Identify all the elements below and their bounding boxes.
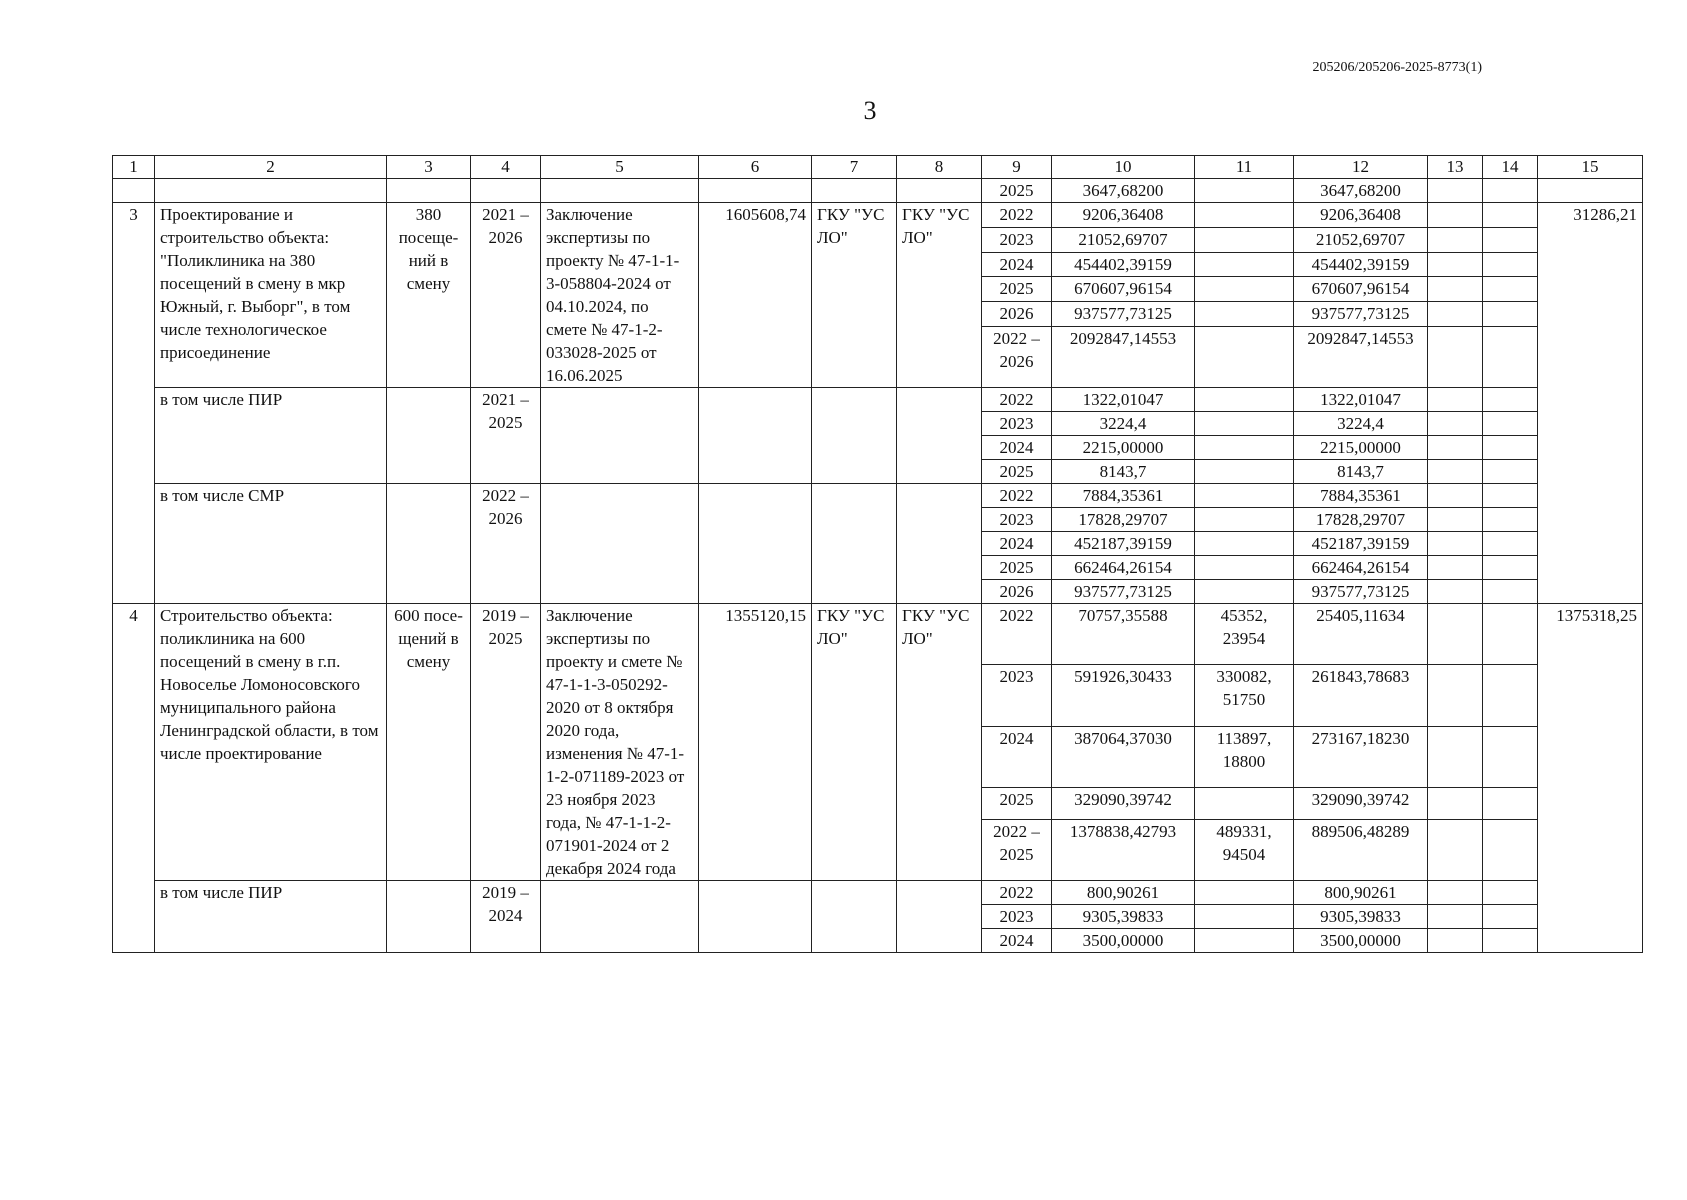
empty-cell xyxy=(1428,252,1483,277)
year-cell: 2022 xyxy=(982,604,1052,665)
empty-cell xyxy=(1428,580,1483,604)
table-row xyxy=(113,179,1643,203)
empty-cell xyxy=(1428,929,1483,953)
budget-cell: 937577,73125 xyxy=(1294,302,1428,327)
empty-cell xyxy=(812,881,897,953)
year-cell: 2024 xyxy=(982,532,1052,556)
empty-cell xyxy=(1538,179,1643,203)
federal-cell xyxy=(1195,460,1294,484)
federal-cell: 113897, 18800 xyxy=(1195,726,1294,787)
total-cell: 329090,39742 xyxy=(1052,788,1195,819)
budget-cell: 2092847,14553 xyxy=(1294,326,1428,387)
year-cell: 2023 xyxy=(982,905,1052,929)
empty-cell xyxy=(699,179,812,203)
year-cell: 2024 xyxy=(982,726,1052,787)
column-header: 12 xyxy=(1294,156,1428,179)
total-cell: 937577,73125 xyxy=(1052,580,1195,604)
empty-cell xyxy=(812,484,897,604)
empty-cell xyxy=(387,484,471,604)
row-number: 4 xyxy=(113,604,155,953)
empty-cell xyxy=(1483,532,1538,556)
empty-cell xyxy=(1483,484,1538,508)
table-row xyxy=(113,203,1643,228)
year-cell: 2025 xyxy=(982,179,1052,203)
total-cell: 591926,30433 xyxy=(1052,665,1195,726)
cost-cell: 1355120,15 xyxy=(699,604,812,881)
empty-cell xyxy=(541,881,699,953)
column-header: 14 xyxy=(1483,156,1538,179)
budget-cell: 452187,39159 xyxy=(1294,532,1428,556)
federal-cell xyxy=(1195,326,1294,387)
period-cell: 2019 – 2024 xyxy=(471,881,541,953)
empty-cell xyxy=(812,179,897,203)
empty-cell xyxy=(812,388,897,484)
column-header: 3 xyxy=(387,156,471,179)
federal-cell xyxy=(1195,788,1294,819)
total-cell: 8143,7 xyxy=(1052,460,1195,484)
total-cell: 9206,36408 xyxy=(1052,203,1195,228)
total-cell: 662464,26154 xyxy=(1052,556,1195,580)
row-number: 3 xyxy=(113,203,155,604)
total-cell: 3647,68200 xyxy=(1052,179,1195,203)
year-cell: 2023 xyxy=(982,665,1052,726)
empty-cell xyxy=(1428,905,1483,929)
empty-cell xyxy=(387,881,471,953)
c15-cell: 31286,21 xyxy=(1538,203,1643,604)
column-header: 10 xyxy=(1052,156,1195,179)
federal-cell: 45352, 23954 xyxy=(1195,604,1294,665)
year-cell: 2024 xyxy=(982,929,1052,953)
table-row xyxy=(113,156,1643,179)
total-cell: 1378838,42793 xyxy=(1052,819,1195,880)
budget-cell: 273167,18230 xyxy=(1294,726,1428,787)
empty-cell xyxy=(1483,326,1538,387)
period-cell: 2019 – 2025 xyxy=(471,604,541,881)
federal-cell xyxy=(1195,412,1294,436)
empty-cell xyxy=(1428,532,1483,556)
sub-label: в том числе СМР xyxy=(155,484,387,604)
empty-cell xyxy=(387,388,471,484)
year-cell: 2022 – 2025 xyxy=(982,819,1052,880)
total-cell: 9305,39833 xyxy=(1052,905,1195,929)
empty-cell xyxy=(471,179,541,203)
empty-cell xyxy=(1428,484,1483,508)
empty-cell xyxy=(1428,388,1483,412)
empty-cell xyxy=(541,179,699,203)
budget-cell: 662464,26154 xyxy=(1294,556,1428,580)
federal-cell xyxy=(1195,203,1294,228)
federal-cell xyxy=(1195,302,1294,327)
federal-cell: 330082, 51750 xyxy=(1195,665,1294,726)
empty-cell xyxy=(1428,556,1483,580)
table-row xyxy=(113,604,1643,665)
empty-cell xyxy=(1428,326,1483,387)
empty-cell xyxy=(1428,179,1483,203)
budget-cell: 2215,00000 xyxy=(1294,436,1428,460)
empty-cell xyxy=(1483,302,1538,327)
empty-cell xyxy=(1428,508,1483,532)
empty-cell xyxy=(897,179,982,203)
column-header: 5 xyxy=(541,156,699,179)
federal-cell xyxy=(1195,388,1294,412)
total-cell: 454402,39159 xyxy=(1052,252,1195,277)
federal-cell xyxy=(1195,436,1294,460)
budget-cell: 937577,73125 xyxy=(1294,580,1428,604)
total-cell: 937577,73125 xyxy=(1052,302,1195,327)
sub-label: в том числе ПИР xyxy=(155,881,387,953)
total-cell: 452187,39159 xyxy=(1052,532,1195,556)
empty-cell xyxy=(1483,665,1538,726)
year-cell: 2025 xyxy=(982,556,1052,580)
total-cell: 17828,29707 xyxy=(1052,508,1195,532)
total-cell: 1322,01047 xyxy=(1052,388,1195,412)
empty-cell xyxy=(1483,388,1538,412)
year-cell: 2023 xyxy=(982,227,1052,252)
customer-cell: ГКУ "УС ЛО" xyxy=(812,604,897,881)
empty-cell xyxy=(1483,436,1538,460)
budget-cell: 3500,00000 xyxy=(1294,929,1428,953)
federal-cell xyxy=(1195,905,1294,929)
year-cell: 2022 xyxy=(982,203,1052,228)
budget-cell: 8143,7 xyxy=(1294,460,1428,484)
federal-cell xyxy=(1195,508,1294,532)
budget-cell: 7884,35361 xyxy=(1294,484,1428,508)
empty-cell xyxy=(1428,665,1483,726)
table-row xyxy=(113,881,1643,905)
federal-cell xyxy=(1195,881,1294,905)
budget-cell: 670607,96154 xyxy=(1294,277,1428,302)
empty-cell xyxy=(699,484,812,604)
empty-cell xyxy=(1483,227,1538,252)
total-cell: 3224,4 xyxy=(1052,412,1195,436)
empty-cell xyxy=(1483,460,1538,484)
budget-cell: 21052,69707 xyxy=(1294,227,1428,252)
budget-cell: 454402,39159 xyxy=(1294,252,1428,277)
period-cell: 2021 – 2025 xyxy=(471,388,541,484)
federal-cell xyxy=(1195,277,1294,302)
year-cell: 2026 xyxy=(982,580,1052,604)
empty-cell xyxy=(1428,819,1483,880)
table-row xyxy=(113,388,1643,412)
empty-cell xyxy=(897,388,982,484)
budget-cell: 9206,36408 xyxy=(1294,203,1428,228)
year-cell: 2023 xyxy=(982,412,1052,436)
total-cell: 21052,69707 xyxy=(1052,227,1195,252)
column-header: 11 xyxy=(1195,156,1294,179)
budget-cell: 329090,39742 xyxy=(1294,788,1428,819)
year-cell: 2022 – 2026 xyxy=(982,326,1052,387)
column-header: 2 xyxy=(155,156,387,179)
empty-cell xyxy=(1483,788,1538,819)
federal-cell xyxy=(1195,227,1294,252)
c15-cell: 1375318,25 xyxy=(1538,604,1643,953)
capacity-cell: 380 посеще- ний в смену xyxy=(387,203,471,388)
empty-cell xyxy=(113,179,155,203)
empty-cell xyxy=(1483,929,1538,953)
empty-cell xyxy=(1483,277,1538,302)
developer-cell: ГКУ "УС ЛО" xyxy=(897,604,982,881)
federal-cell xyxy=(1195,252,1294,277)
empty-cell xyxy=(541,484,699,604)
year-cell: 2025 xyxy=(982,460,1052,484)
total-cell: 2092847,14553 xyxy=(1052,326,1195,387)
empty-cell xyxy=(1428,277,1483,302)
empty-cell xyxy=(897,484,982,604)
table-row xyxy=(113,484,1643,508)
year-cell: 2025 xyxy=(982,277,1052,302)
federal-cell xyxy=(1195,580,1294,604)
document-id: 205206/205206-2025-8773(1) xyxy=(1312,60,1482,75)
empty-cell xyxy=(699,881,812,953)
sub-label: в том числе ПИР xyxy=(155,388,387,484)
federal-cell xyxy=(1195,532,1294,556)
customer-cell: ГКУ "УС ЛО" xyxy=(812,203,897,388)
empty-cell xyxy=(1428,881,1483,905)
budget-cell: 800,90261 xyxy=(1294,881,1428,905)
empty-cell xyxy=(1428,203,1483,228)
total-cell: 800,90261 xyxy=(1052,881,1195,905)
year-cell: 2026 xyxy=(982,302,1052,327)
project-name: Строительство объекта: поликлиника на 600 посещений в смену в г.п. Новоселье Ломоносовского муниципального района Ленинградской области, в том числе проектирование xyxy=(155,604,387,881)
budget-cell: 1322,01047 xyxy=(1294,388,1428,412)
total-cell: 387064,37030 xyxy=(1052,726,1195,787)
capacity-cell: 600 посе- щений в смену xyxy=(387,604,471,881)
year-cell: 2022 xyxy=(982,484,1052,508)
year-cell: 2024 xyxy=(982,252,1052,277)
total-cell: 70757,35588 xyxy=(1052,604,1195,665)
empty-cell xyxy=(1428,460,1483,484)
total-cell: 2215,00000 xyxy=(1052,436,1195,460)
page-number: 3 xyxy=(863,96,877,125)
empty-cell xyxy=(1483,203,1538,228)
empty-cell xyxy=(897,881,982,953)
empty-cell xyxy=(1483,726,1538,787)
empty-cell xyxy=(1483,556,1538,580)
empty-cell xyxy=(1483,179,1538,203)
year-cell: 2025 xyxy=(982,788,1052,819)
total-cell: 3500,00000 xyxy=(1052,929,1195,953)
year-cell: 2023 xyxy=(982,508,1052,532)
empty-cell xyxy=(1483,604,1538,665)
budget-cell: 25405,11634 xyxy=(1294,604,1428,665)
expertise-cell: Заключение экспертизы по проекту и смете № 47-1-1-3-050292-2020 от 8 октября 2020 года, изменения № 47-1-1-2-071189-2023 от 23 ноября 2023 года, № 47-1-1-2-071901-2024 от 2 декабря 2024 года xyxy=(541,604,699,881)
empty-cell xyxy=(541,388,699,484)
budget-cell: 3224,4 xyxy=(1294,412,1428,436)
column-header: 15 xyxy=(1538,156,1643,179)
empty-cell xyxy=(1428,436,1483,460)
period-cell: 2022 – 2026 xyxy=(471,484,541,604)
empty-cell xyxy=(1428,412,1483,436)
empty-cell xyxy=(699,388,812,484)
budget-cell: 3647,68200 xyxy=(1294,179,1428,203)
empty-cell xyxy=(387,179,471,203)
column-header: 8 xyxy=(897,156,982,179)
federal-cell xyxy=(1195,556,1294,580)
empty-cell xyxy=(1483,905,1538,929)
column-header: 9 xyxy=(982,156,1052,179)
empty-cell xyxy=(1483,412,1538,436)
federal-cell: 489331, 94504 xyxy=(1195,819,1294,880)
project-name: Проектирование и строительство объекта: "Поликлиника на 380 посещений в смену в мкр Южный, г. Выборг", в том числе технологическое присоединение xyxy=(155,203,387,388)
empty-cell xyxy=(1483,819,1538,880)
empty-cell xyxy=(1428,788,1483,819)
year-cell: 2022 xyxy=(982,881,1052,905)
empty-cell xyxy=(1428,604,1483,665)
period-cell: 2021 – 2026 xyxy=(471,203,541,388)
budget-cell: 17828,29707 xyxy=(1294,508,1428,532)
column-header: 13 xyxy=(1428,156,1483,179)
investment-table xyxy=(112,155,1643,953)
empty-cell xyxy=(1428,227,1483,252)
federal-cell xyxy=(1195,484,1294,508)
expertise-cell: Заключение экспертизы по проекту № 47-1-1-3-058804-2024 от 04.10.2024, по смете № 47-1-2-033028-2025 от 16.06.2025 xyxy=(541,203,699,388)
federal-cell xyxy=(1195,929,1294,953)
total-cell: 7884,35361 xyxy=(1052,484,1195,508)
empty-cell xyxy=(1483,881,1538,905)
empty-cell xyxy=(1483,580,1538,604)
column-header: 6 xyxy=(699,156,812,179)
developer-cell: ГКУ "УС ЛО" xyxy=(897,203,982,388)
total-cell: 670607,96154 xyxy=(1052,277,1195,302)
cost-cell: 1605608,74 xyxy=(699,203,812,388)
empty-cell xyxy=(1195,179,1294,203)
column-header: 1 xyxy=(113,156,155,179)
empty-cell xyxy=(1483,252,1538,277)
year-cell: 2024 xyxy=(982,436,1052,460)
year-cell: 2022 xyxy=(982,388,1052,412)
budget-cell: 9305,39833 xyxy=(1294,905,1428,929)
column-header: 4 xyxy=(471,156,541,179)
column-header: 7 xyxy=(812,156,897,179)
empty-cell xyxy=(1428,726,1483,787)
budget-cell: 889506,48289 xyxy=(1294,819,1428,880)
budget-cell: 261843,78683 xyxy=(1294,665,1428,726)
empty-cell xyxy=(1428,302,1483,327)
empty-cell xyxy=(155,179,387,203)
empty-cell xyxy=(1483,508,1538,532)
